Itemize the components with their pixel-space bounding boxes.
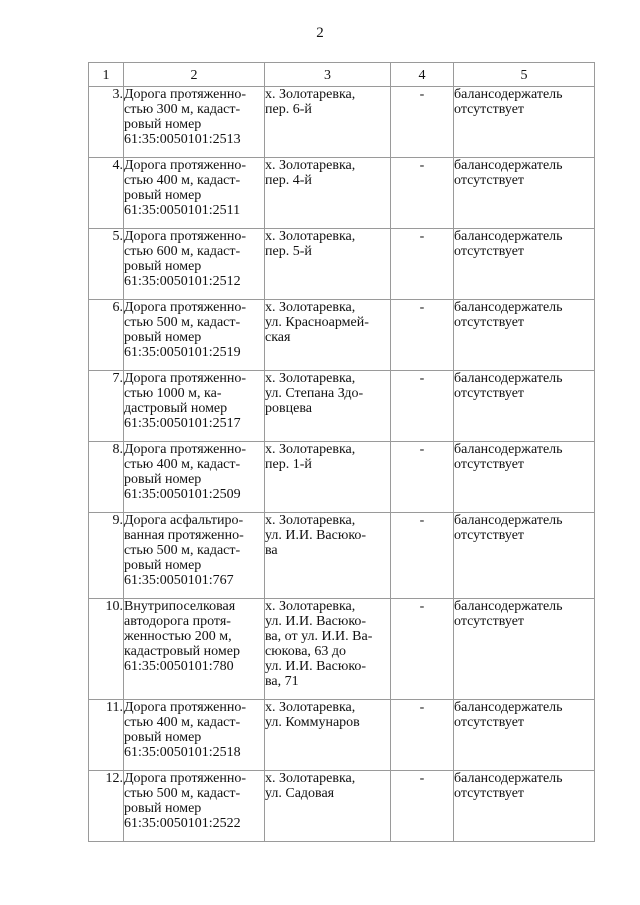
object-name-cell — [124, 599, 265, 700]
object-name-cell — [124, 87, 265, 158]
col4-cell: - — [391, 599, 454, 700]
object-name-line: стью 500 м, кадаст- — [124, 786, 241, 801]
owner-line: балансодержатель — [454, 442, 563, 457]
address-line: сюкова, 63 до — [265, 644, 347, 659]
address-line: ул. Садовая — [265, 786, 335, 801]
address-line: ул. Степана Здо- — [265, 386, 364, 401]
address-line: х. Золотаревка, — [265, 300, 356, 315]
owner-cell — [454, 771, 595, 842]
object-name-line: ровый номер — [124, 188, 202, 203]
object-name-line: стью 1000 м, ка- — [124, 386, 222, 401]
owner-line: отсутствует — [454, 715, 525, 730]
owner-line: отсутствует — [454, 457, 525, 472]
object-name-line: Дорога протяженно- — [124, 442, 247, 457]
address-line: ул. Коммунаров — [265, 715, 360, 730]
header-row — [89, 63, 595, 87]
owner-line: отсутствует — [454, 528, 525, 543]
owner-line: отсутствует — [454, 102, 525, 117]
owner-line: балансодержатель — [454, 158, 563, 173]
header-col-5: 5 — [454, 63, 595, 87]
address-cell — [265, 442, 391, 513]
row-number: 10. — [89, 599, 124, 700]
object-name-line: ровый номер — [124, 730, 202, 745]
address-cell — [265, 371, 391, 442]
col4-cell: - — [391, 771, 454, 842]
object-name-line: стью 500 м, кадаст- — [124, 315, 241, 330]
owner-cell — [454, 300, 595, 371]
row-number: 3. — [89, 87, 124, 158]
object-name-line: 61:35:0050101:2522 — [124, 816, 241, 831]
owner-cell — [454, 371, 595, 442]
table-body — [89, 87, 595, 842]
object-name-line: ровый номер — [124, 558, 202, 573]
object-name-line: стью 400 м, кадаст- — [124, 715, 241, 730]
object-name-line: 61:35:0050101:2513 — [124, 132, 241, 147]
col4-cell: - — [391, 442, 454, 513]
owner-cell — [454, 599, 595, 700]
owner-line: балансодержатель — [454, 513, 563, 528]
object-name-line: стью 400 м, кадаст- — [124, 173, 241, 188]
object-name-cell — [124, 700, 265, 771]
object-name-line: стью 600 м, кадаст- — [124, 244, 241, 259]
row-number: 8. — [89, 442, 124, 513]
object-name-cell — [124, 371, 265, 442]
object-name-line: ровый номер — [124, 117, 202, 132]
address-line: пер. 1-й — [265, 457, 312, 472]
address-line: ская — [265, 330, 291, 345]
object-name-line: ровый номер — [124, 472, 202, 487]
object-name-line: автодорога протя- — [124, 614, 231, 629]
owner-cell — [454, 158, 595, 229]
address-cell — [265, 229, 391, 300]
object-name-line: стью 300 м, кадаст- — [124, 102, 241, 117]
table-row — [89, 599, 595, 700]
owner-cell — [454, 513, 595, 599]
address-line: х. Золотаревка, — [265, 599, 356, 614]
owner-line: балансодержатель — [454, 371, 563, 386]
row-number: 5. — [89, 229, 124, 300]
object-name-line: Дорога протяженно- — [124, 229, 247, 244]
owner-line: балансодержатель — [454, 87, 563, 102]
address-line: х. Золотаревка, — [265, 371, 356, 386]
owner-line: отсутствует — [454, 173, 525, 188]
object-name-line: стью 400 м, кадаст- — [124, 457, 241, 472]
address-cell — [265, 599, 391, 700]
col4-cell: - — [391, 229, 454, 300]
owner-line: балансодержатель — [454, 599, 563, 614]
address-line: пер. 4-й — [265, 173, 312, 188]
owner-line: балансодержатель — [454, 700, 563, 715]
address-line: ул. Красноармей- — [265, 315, 369, 330]
object-name-line: 61:35:0050101:2512 — [124, 274, 241, 289]
col4-cell: - — [391, 513, 454, 599]
object-name-line: дастровый номер — [124, 401, 228, 416]
address-line: ул. И.И. Васюко- — [265, 614, 367, 629]
row-number: 6. — [89, 300, 124, 371]
address-line: ва, от ул. И.И. Ва- — [265, 629, 373, 644]
col4-cell: - — [391, 158, 454, 229]
owner-line: отсутствует — [454, 786, 525, 801]
address-cell — [265, 158, 391, 229]
object-name-line: 61:35:0050101:2518 — [124, 745, 241, 760]
owner-line: отсутствует — [454, 244, 525, 259]
object-name-cell — [124, 771, 265, 842]
table-row — [89, 771, 595, 842]
address-line: х. Золотаревка, — [265, 771, 356, 786]
object-name-line: Дорога протяженно- — [124, 700, 247, 715]
address-cell — [265, 87, 391, 158]
owner-cell — [454, 229, 595, 300]
header-col-3: 3 — [265, 63, 391, 87]
address-line: пер. 5-й — [265, 244, 312, 259]
owner-line: балансодержатель — [454, 229, 563, 244]
owner-line: балансодержатель — [454, 300, 563, 315]
header-col-1: 1 — [89, 63, 124, 87]
address-line: х. Золотаревка, — [265, 513, 356, 528]
table-header — [89, 63, 595, 87]
table-row — [89, 229, 595, 300]
header-col-2: 2 — [124, 63, 265, 87]
address-line: х. Золотаревка, — [265, 158, 356, 173]
address-line: х. Золотаревка, — [265, 229, 356, 244]
owner-cell — [454, 442, 595, 513]
address-line: ва — [265, 543, 278, 558]
object-name-line: 61:35:0050101:780 — [124, 659, 234, 674]
address-line: х. Золотаревка, — [265, 700, 356, 715]
object-name-line: ровый номер — [124, 259, 202, 274]
col4-cell: - — [391, 300, 454, 371]
row-number: 4. — [89, 158, 124, 229]
address-line: ровцева — [265, 401, 312, 416]
table-row — [89, 87, 595, 158]
row-number: 9. — [89, 513, 124, 599]
address-cell — [265, 771, 391, 842]
object-name-line: ровый номер — [124, 801, 202, 816]
table-row — [89, 513, 595, 599]
object-name-line: женностью 200 м, — [124, 629, 232, 644]
object-name-cell — [124, 300, 265, 371]
object-name-cell — [124, 158, 265, 229]
object-name-line: кадастровый номер — [124, 644, 240, 659]
owner-line: отсутствует — [454, 614, 525, 629]
col4-cell: - — [391, 87, 454, 158]
object-name-line: ровый номер — [124, 330, 202, 345]
object-name-line: Дорога протяженно- — [124, 87, 247, 102]
object-name-line: 61:35:0050101:2511 — [124, 203, 241, 218]
object-name-line: 61:35:0050101:2517 — [124, 416, 241, 431]
owner-line: отсутствует — [454, 315, 525, 330]
object-name-line: 61:35:0050101:767 — [124, 573, 234, 588]
address-line: ва, 71 — [265, 674, 299, 689]
object-name-cell — [124, 442, 265, 513]
owner-line: отсутствует — [454, 386, 525, 401]
object-name-line: Внутрипоселковая — [124, 599, 236, 614]
address-cell — [265, 513, 391, 599]
owner-cell — [454, 700, 595, 771]
address-line: пер. 6-й — [265, 102, 312, 117]
address-line: х. Золотаревка, — [265, 87, 356, 102]
owner-line: балансодержатель — [454, 771, 563, 786]
object-name-line: стью 500 м, кадаст- — [124, 543, 241, 558]
table-row — [89, 300, 595, 371]
header-col-4: 4 — [391, 63, 454, 87]
address-line: ул. И.И. Васюко- — [265, 528, 367, 543]
object-name-line: 61:35:0050101:2509 — [124, 487, 241, 502]
table-row — [89, 442, 595, 513]
object-name-cell — [124, 229, 265, 300]
object-name-line: Дорога протяженно- — [124, 300, 247, 315]
object-name-line: Дорога протяженно- — [124, 371, 247, 386]
object-name-line: 61:35:0050101:2519 — [124, 345, 241, 360]
object-name-line: ванная протяженно- — [124, 528, 244, 543]
address-cell — [265, 700, 391, 771]
road-registry-table — [88, 62, 595, 842]
row-number: 11. — [89, 700, 124, 771]
page-number: 2 — [316, 25, 324, 41]
table-row — [89, 371, 595, 442]
table-row — [89, 158, 595, 229]
address-line: ул. И.И. Васюко- — [265, 659, 367, 674]
col4-cell: - — [391, 700, 454, 771]
object-name-line: Дорога протяженно- — [124, 158, 247, 173]
object-name-line: Дорога протяженно- — [124, 771, 247, 786]
row-number: 12. — [89, 771, 124, 842]
address-cell — [265, 300, 391, 371]
address-line: х. Золотаревка, — [265, 442, 356, 457]
object-name-cell — [124, 513, 265, 599]
object-name-line: Дорога асфальтиро- — [124, 513, 244, 528]
row-number: 7. — [89, 371, 124, 442]
owner-cell — [454, 87, 595, 158]
table-row — [89, 700, 595, 771]
col4-cell: - — [391, 371, 454, 442]
